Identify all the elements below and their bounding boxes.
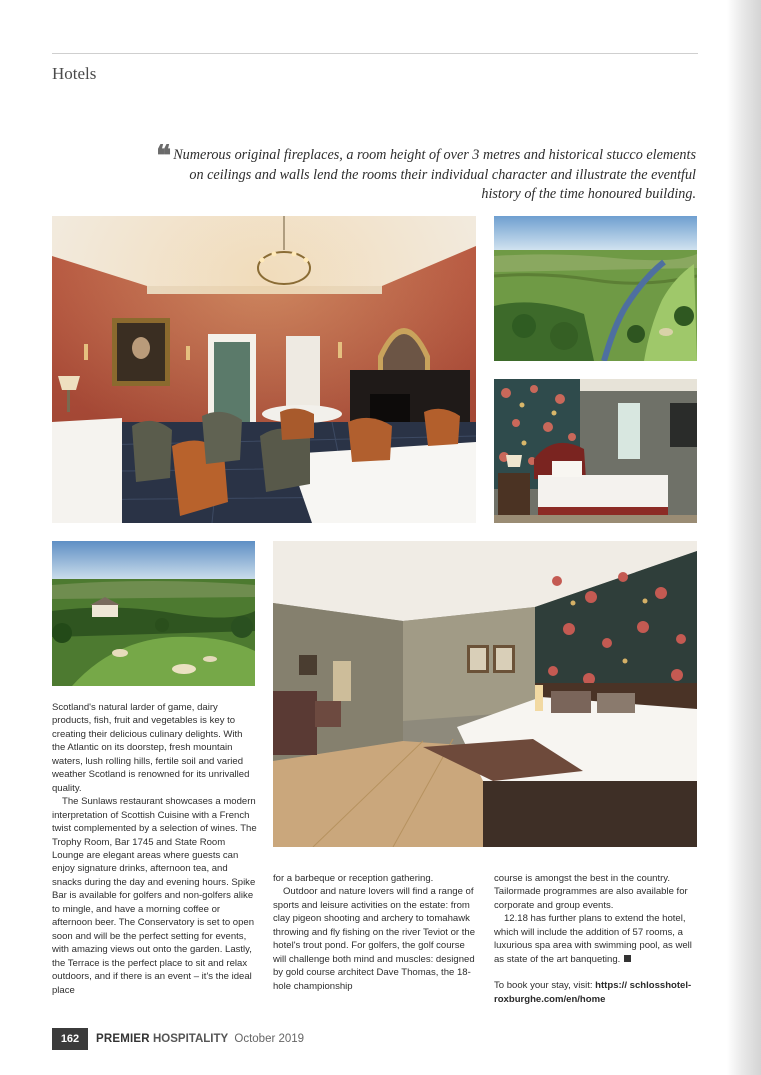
end-mark-icon xyxy=(624,955,631,962)
issue-date: October 2019 xyxy=(234,1033,305,1045)
pull-quote-text: Numerous original fireplaces, a room height of over 3 metres and historical stucco elements on ceilings and walls lend the rooms their individual character and illustrate the eventful history of the time honoured building. xyxy=(173,147,696,202)
page-edge-shadow xyxy=(727,0,761,1075)
column-3-paragraph-2 xyxy=(494,912,700,966)
booking-paragraph xyxy=(494,979,700,1006)
quote-mark-icon: ❝ xyxy=(156,141,170,172)
section-label: Hotels xyxy=(52,64,97,83)
column-2-paragraph-1: for a barbeque or reception gathering. xyxy=(273,873,434,884)
column-3-paragraph-1: course is amongst the best in the country. Tailormade programmes are also available for corporate and group events. xyxy=(494,873,688,911)
text-column-2 xyxy=(273,872,479,993)
page-number: 162 xyxy=(52,1028,88,1050)
column-1-paragraph-2: The Sunlaws restaurant showcases a modern interpretation of Scottish Cuisine with a French twist complemented by a selection of wines. The Trophy Room, Bar 1745 and State Room Lounge are elegant areas where guests can enjoy signature drinks, afternoon tea, and snacks during the day and evening hours. Spike Bar is available for golfers and non-golfers alike to mingle, and have a morning coffee or afternoon beer. The Conservatory is set to open soon and will be the perfect setting for events, with amazing views out onto the garden. Lastly, the Terrace is the perfect place to sit and relax outdoors, and if there is an event – it's the ideal place xyxy=(52,796,257,996)
footer-brand xyxy=(96,1033,304,1045)
river-landscape-photo xyxy=(494,216,697,361)
column-2-paragraph-2: Outdoor and nature lovers will find a range of sports and leisure activities on the estate: from clay pigeon shooting and archery to tomahawk throwing and fly fishing on the river Teviot or the hotel's trout pond. For golfers, the golf course will challenge both mind and muscles: designed by gold course architect Dave Thomas, the 18-hole championship xyxy=(273,886,476,992)
column-1-paragraph-1: Scotland's natural larder of game, dairy products, fish, fruit and vegetables is key to creating their delicious culinary delights. With the Atlantic on its doorstep, fresh mountain waters, lush rolling hills, fertile soil and varied weather Scotland is renowned for its unrivalled quality. xyxy=(52,702,250,794)
brand-hospitality: HOSPITALITY xyxy=(153,1033,229,1045)
booking-link[interactable]: https:// schlosshotel-roxburghe.com/en/home xyxy=(494,980,692,1005)
dining-room-photo xyxy=(52,216,476,523)
pull-quote xyxy=(150,141,696,204)
booking-prefix: To book your stay, visit: xyxy=(494,980,596,992)
header-rule xyxy=(52,53,698,54)
text-column-3 xyxy=(494,872,700,1006)
golf-course-photo xyxy=(52,541,255,686)
text-column-1 xyxy=(52,701,258,997)
brand-premier: PREMIER xyxy=(96,1033,150,1045)
floral-bedroom-photo xyxy=(494,379,697,523)
column-3-paragraph-2-text: 12.18 has further plans to extend the hotel, which will include the addition of 57 rooms, a luxurious spa area with swimming pool, as well as state of the art banqueting. xyxy=(494,913,692,965)
suite-bedroom-photo xyxy=(273,541,697,847)
